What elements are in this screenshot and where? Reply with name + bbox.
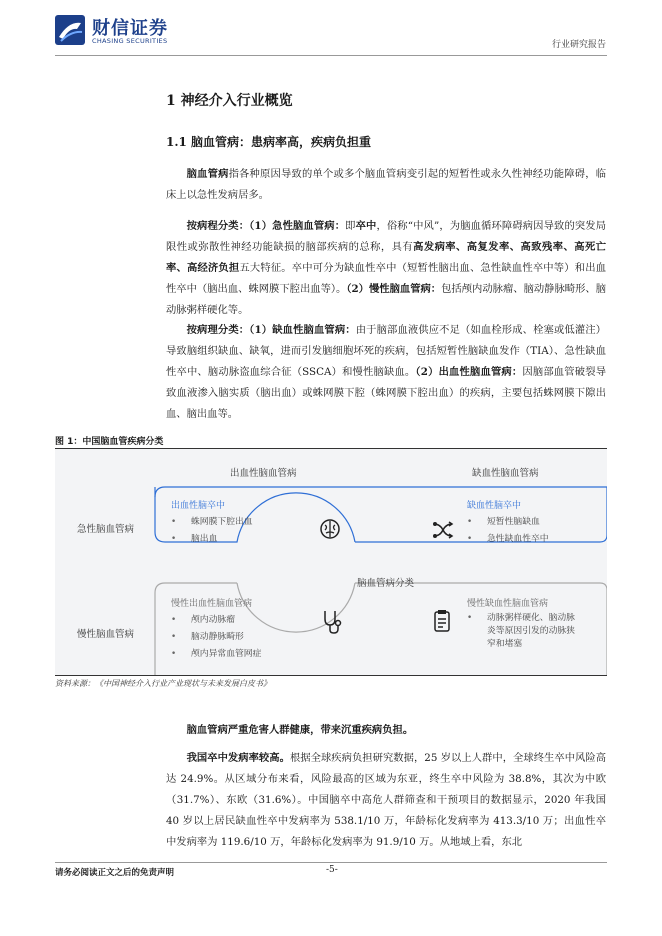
- q1-list: [171, 514, 253, 548]
- text: 指各种原因导致的单个或多个脑血管病变引起的短暂性或永久性神经功能障碍，临床上以急性发病居多。: [166, 168, 607, 201]
- company-logo-icon: [55, 15, 85, 45]
- doc-type: 行业研究报告: [551, 40, 606, 50]
- q2-list: [467, 514, 549, 548]
- term: 高发病率、高复发率、高致残率、高死亡率、高经济负担: [166, 241, 606, 274]
- paragraph-burden: [166, 720, 606, 741]
- stethoscope-icon: [321, 609, 343, 639]
- text: 五大特征。卒中可分为缺血性卒中（短暂性脑出血、急性缺血性卒中等）和出血性卒中（脑出血、蛛网膜下腔出血等）。: [166, 262, 607, 295]
- lead: 按病程分类：: [186, 220, 250, 232]
- lead: 按病理分类：: [186, 324, 250, 336]
- list-item: • 脑出血: [171, 531, 253, 548]
- lead: （2）出血性脑血管病：: [415, 366, 523, 378]
- header-divider: [55, 55, 607, 56]
- q2-title: 缺血性脑卒中: [467, 501, 522, 511]
- figure-source: 资料来源：《中国神经介入行业产业现状与未来发展白皮书》: [55, 679, 271, 688]
- lead: （1）缺血性脑血管病：: [249, 324, 356, 336]
- disclaimer-note: 请务必阅读正文之后的免责声明: [55, 868, 175, 878]
- q4-title: 慢性缺血性脑血管病: [467, 599, 549, 609]
- text: 包括颅内动脉瘤、脑动静脉畸形、脑动脉粥样硬化等。: [166, 283, 606, 316]
- list-item: • 急性缺血性卒中: [467, 531, 549, 548]
- q3-title: 慢性出血性脑血管病: [171, 599, 253, 609]
- classification-diagram: [55, 449, 607, 675]
- text: 即: [345, 220, 356, 232]
- company-name-en: CHASING SECURITIES: [92, 37, 168, 45]
- paragraph-by-pathology: [166, 320, 606, 425]
- list-item: • 颅内动脉瘤: [171, 612, 261, 629]
- term: 卒中: [355, 220, 377, 232]
- lead: （2）慢性脑血管病：: [346, 283, 442, 295]
- list-item: • 蛛网膜下腔出血: [171, 514, 253, 531]
- lead: 我国卒中发病率较高。: [186, 752, 290, 764]
- text: 由于脑部血液供应不足（如血栓形成、栓塞或低灌注）导致脑组织缺血、缺氧，进而引发脑细胞坏死的疾病，包括短暂性脑缺血发作（TIA）、急性缺血性卒中、脑动脉盗血综合征（SSCA）和慢性脑缺血。: [166, 324, 606, 378]
- clipboard-icon: [433, 609, 451, 637]
- brain-icon: [318, 517, 342, 545]
- list-item: • 动脉粥样硬化、脑动脉: [467, 612, 575, 625]
- column-header-hemorrhagic: 出血性脑血管病: [230, 468, 297, 479]
- figure-bottom-rule: [55, 675, 607, 676]
- q1-title: 出血性脑卒中: [171, 501, 226, 511]
- paragraph-definition: [166, 164, 606, 206]
- column-header-ischemic: 缺血性脑血管病: [472, 468, 539, 479]
- list-item-cont: 炎等原因引发的动脉狭: [487, 626, 575, 636]
- company-name: 财信证券: [92, 18, 168, 39]
- footer-divider: [55, 862, 607, 863]
- text: 根据全球疾病负担研究数据，25 岁以上人群中，全球终生卒中风险高达 24.9%。从区域分布来看，风险最高的区域为东亚，终生卒中风险为 38.8%，其次为中欧（31.7%）、东欧（31.6%）。中国脑卒中高危人群筛查和干预项目的数据显示，2020 年我国 40 岁以上居民缺血性卒中发病率为 538.1/10 万，年龄标化发病率为 413.3/10 万；出血性卒中发病率为 119.6/10 万，年龄标化发病率为 91.9/10 万。从地域上看，东北: [166, 752, 607, 848]
- row-header-chronic: 慢性脑血管病: [77, 629, 135, 640]
- lead: 脑血管病严重危害人群健康，带来沉重疾病负担。: [186, 724, 414, 736]
- list-item: • 短暂性脑缺血: [467, 514, 549, 531]
- list-item: • 颅内异常血管网症: [171, 646, 261, 663]
- q4-list: [467, 612, 575, 651]
- subsection-heading: 1.1 脑血管病：患病率高，疾病负担重: [166, 135, 372, 149]
- list-item-cont: 窄和堵塞: [487, 639, 523, 649]
- page-number: -5-: [326, 865, 338, 875]
- text: 因脑部血管破裂导致血液渗入脑实质（脑出血）或蛛网膜下腔（蛛网膜下腔出血）的疾病，主要包括蛛网膜下隙出血、脑出血等。: [166, 366, 607, 420]
- term: 脑血管病: [186, 168, 229, 180]
- figure-title: 图 1：中国脑血管疾病分类: [55, 437, 164, 447]
- text: ，俗称“中风”，为脑血循环障碍病因导致的突发局限性或弥散性神经功能缺损的脑部疾病的总称，具有: [166, 220, 607, 253]
- paragraph-incidence: [166, 748, 606, 853]
- q3-list: [171, 612, 261, 663]
- center-label: 脑血管病分类: [357, 578, 415, 589]
- list-item: • 脑动静脉畸形: [171, 629, 261, 646]
- row-header-acute: 急性脑血管病: [77, 524, 135, 535]
- paragraph-by-course: [166, 216, 606, 321]
- section-heading: 1 神经介入行业概览: [166, 93, 293, 109]
- shuffle-icon: [432, 519, 454, 545]
- lead: （1）急性脑血管病：: [249, 220, 346, 232]
